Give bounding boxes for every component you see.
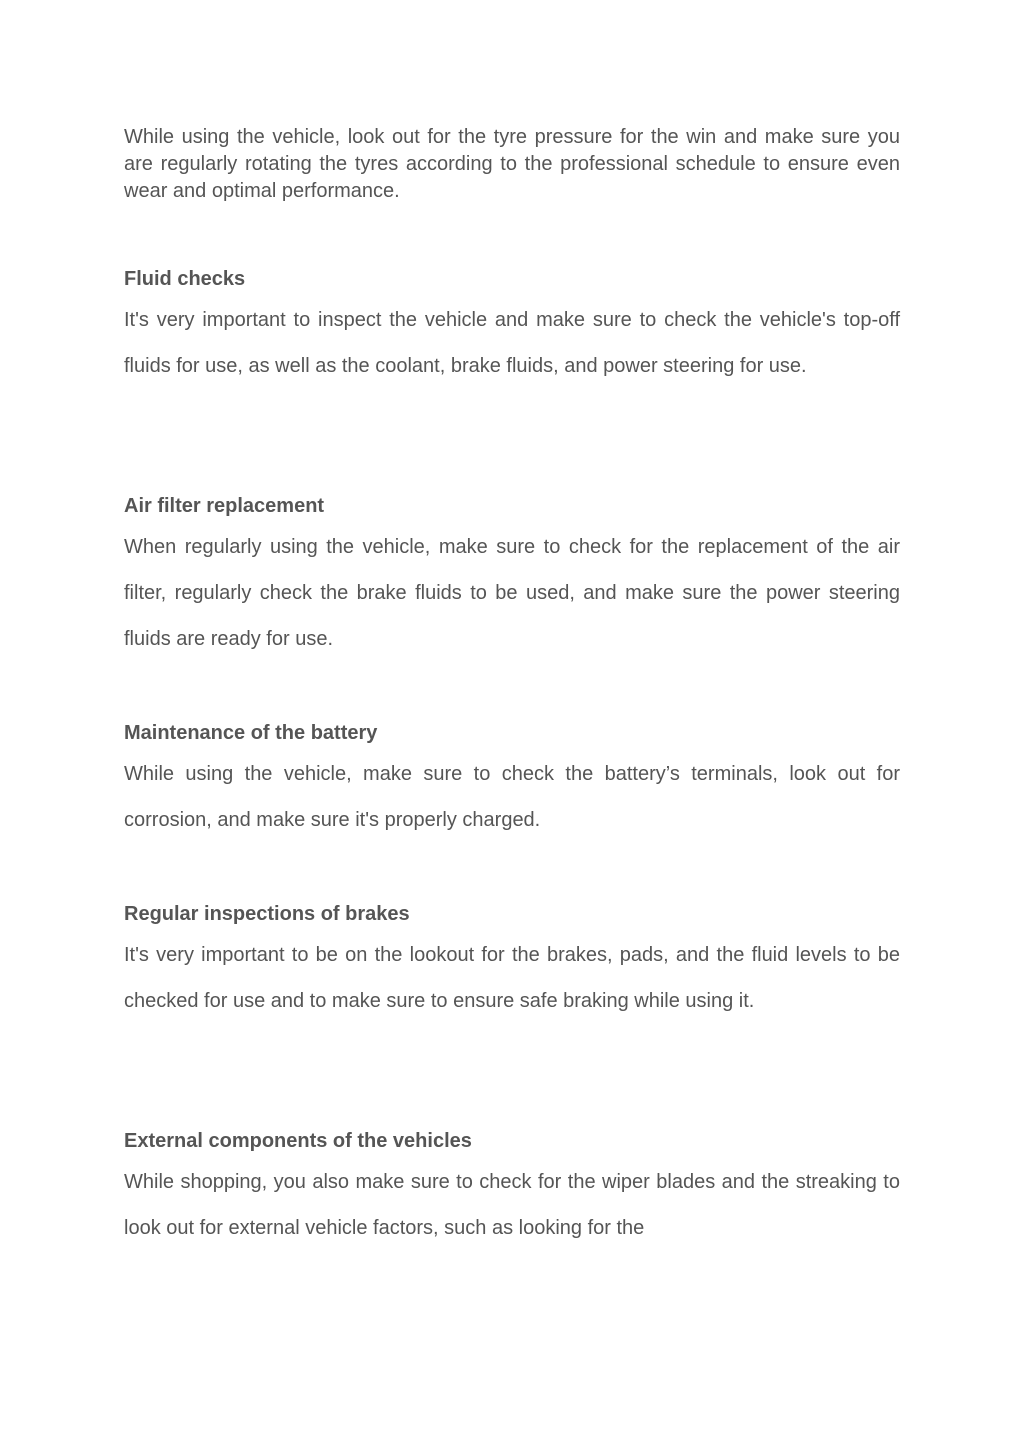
section-body: While shopping, you also make sure to check for the wiper blades and the streaking to look out for external vehicle factors, such as looking for the	[124, 1171, 900, 1239]
section-body: When regularly using the vehicle, make sure to check for the replacement of the air filter, regularly check the brake fluids to be used, and make sure the power steering fluids are ready for use.	[124, 536, 900, 650]
section-air-filter-replacement	[124, 494, 900, 662]
section-heading: Maintenance of the battery	[124, 722, 378, 744]
section-heading: External components of the vehicles	[124, 1130, 472, 1152]
section-body: While using the vehicle, make sure to check the battery’s terminals, look out for corrosion, and make sure it's properly charged.	[124, 763, 900, 831]
section-body: It's very important to be on the lookout for the brakes, pads, and the fluid levels to be checked for use and to make sure to ensure safe braking while using it.	[124, 944, 900, 1012]
section-brake-inspections	[124, 902, 900, 1024]
section-battery-maintenance	[124, 721, 900, 843]
section-heading: Regular inspections of brakes	[124, 903, 410, 925]
section-heading: Fluid checks	[124, 268, 246, 290]
section-heading: Air filter replacement	[124, 495, 325, 517]
section-body: It's very important to inspect the vehicle and make sure to check the vehicle's top-off fluids for use, as well as the coolant, brake fluids, and power steering for use.	[124, 309, 900, 377]
section-fluid-checks	[124, 267, 900, 389]
intro-paragraph: While using the vehicle, look out for the tyre pressure for the win and make sure you are regularly rotating the tyres according to the professional schedule to ensure even wear and optimal performance.	[124, 126, 900, 202]
section-external-components	[124, 1129, 900, 1251]
